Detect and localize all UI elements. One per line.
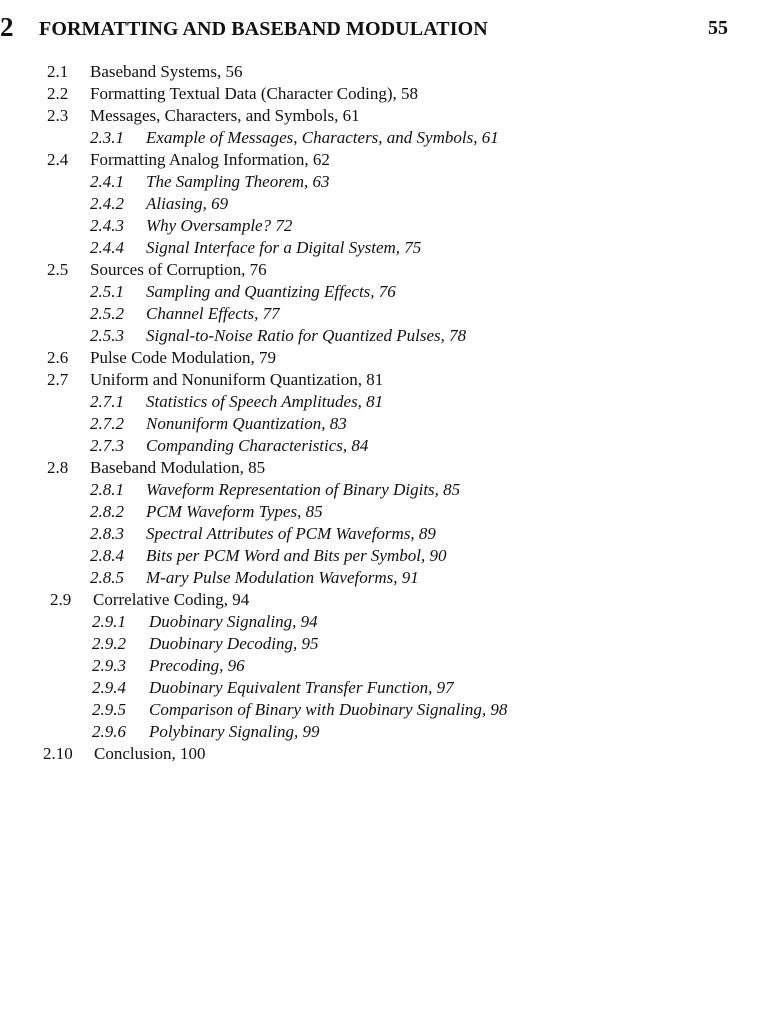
- entry-number: 2.3.1: [90, 128, 124, 147]
- entry-title: Formatting Textual Data (Character Coding), 58: [90, 84, 419, 103]
- toc-subsection-entry: [0, 699, 768, 721]
- entry-title: Spectral Attributes of PCM Waveforms, 89: [146, 524, 436, 543]
- toc-section-entry: [0, 743, 768, 765]
- toc-subsection-entry: [0, 655, 768, 677]
- entry-number: 2.9.2: [92, 634, 126, 653]
- entry-title: Signal-to-Noise Ratio for Quantized Pulses, 78: [146, 326, 467, 345]
- entry-number: 2.8.3: [90, 524, 124, 543]
- chapter-page-number: 55: [708, 17, 728, 39]
- entry-title: Waveform Representation of Binary Digits, 85: [146, 480, 461, 499]
- toc-subsection-entry: [0, 435, 768, 457]
- entry-number: 2.6: [47, 348, 69, 367]
- entry-title: Messages, Characters, and Symbols, 61: [90, 106, 360, 125]
- toc-subsection-entry: [0, 479, 768, 501]
- toc-subsection-entry: [0, 523, 768, 545]
- entry-title: Signal Interface for a Digital System, 75: [146, 238, 422, 257]
- entry-title: Sources of Corruption, 76: [90, 260, 267, 279]
- toc-subsection-entry: [0, 611, 768, 633]
- entry-number: 2.9.1: [92, 612, 126, 631]
- entry-number: 2.5.2: [90, 304, 124, 323]
- toc-section-entry: [0, 589, 768, 611]
- toc-section-entry: [0, 61, 768, 83]
- entry-title: Correlative Coding, 94: [93, 590, 250, 609]
- entry-number: 2.4.2: [90, 194, 124, 213]
- entry-title: Aliasing, 69: [146, 194, 229, 213]
- entry-number: 2.9.6: [92, 722, 126, 741]
- toc-subsection-entry: [0, 281, 768, 303]
- entry-title: Duobinary Equivalent Transfer Function, 97: [149, 678, 454, 697]
- entry-title: Example of Messages, Characters, and Symbols, 61: [146, 128, 499, 147]
- entry-title: Why Oversample? 72: [146, 216, 293, 235]
- entry-number: 2.5.3: [90, 326, 124, 345]
- toc-subsection-entry: [0, 215, 768, 237]
- entry-number: 2.4: [47, 150, 69, 169]
- entry-number: 2.1: [47, 62, 69, 81]
- entry-title: Sampling and Quantizing Effects, 76: [146, 282, 396, 301]
- toc-section-entry: [0, 149, 768, 171]
- entry-number: 2.5: [47, 260, 69, 279]
- entry-number: 2.8.4: [90, 546, 124, 565]
- table-of-contents: [0, 61, 768, 765]
- entry-title: Formatting Analog Information, 62: [90, 150, 330, 169]
- toc-subsection-entry: [0, 303, 768, 325]
- toc-section-entry: [0, 457, 768, 479]
- toc-subsection-entry: [0, 567, 768, 589]
- entry-number: 2.8.5: [90, 568, 124, 587]
- entry-title: Baseband Modulation, 85: [90, 458, 266, 477]
- entry-number: 2.7: [47, 370, 69, 389]
- toc-section-entry: [0, 347, 768, 369]
- entry-title: Conclusion, 100: [94, 744, 206, 763]
- entry-title: Polybinary Signaling, 99: [149, 722, 320, 741]
- entry-number: 2.8.1: [90, 480, 124, 499]
- entry-number: 2.9.5: [92, 700, 126, 719]
- entry-title: M-ary Pulse Modulation Waveforms, 91: [146, 568, 419, 587]
- entry-title: Companding Characteristics, 84: [146, 436, 369, 455]
- entry-title: Duobinary Decoding, 95: [149, 634, 319, 653]
- entry-number: 2.3: [47, 106, 69, 125]
- entry-number: 2.2: [47, 84, 69, 103]
- entry-number: 2.10: [43, 744, 73, 763]
- toc-subsection-entry: [0, 127, 768, 149]
- chapter-title: FORMATTING AND BASEBAND MODULATION: [39, 18, 488, 40]
- entry-title: PCM Waveform Types, 85: [146, 502, 323, 521]
- entry-title: Bits per PCM Word and Bits per Symbol, 90: [146, 546, 447, 565]
- entry-number: 2.7.2: [90, 414, 124, 433]
- entry-number: 2.8.2: [90, 502, 124, 521]
- entry-title: Precoding, 96: [149, 656, 245, 675]
- entry-number: 2.9.4: [92, 678, 126, 697]
- toc-subsection-entry: [0, 171, 768, 193]
- entry-number: 2.9.3: [92, 656, 126, 675]
- toc-subsection-entry: [0, 391, 768, 413]
- entry-number: 2.4.1: [90, 172, 124, 191]
- entry-number: 2.7.3: [90, 436, 124, 455]
- toc-subsection-entry: [0, 721, 768, 743]
- entry-title: Statistics of Speech Amplitudes, 81: [146, 392, 384, 411]
- entry-title: Nonuniform Quantization, 83: [146, 414, 347, 433]
- toc-subsection-entry: [0, 237, 768, 259]
- toc-subsection-entry: [0, 633, 768, 655]
- chapter-number: 2: [0, 12, 14, 42]
- entry-number: 2.4.3: [90, 216, 124, 235]
- toc-subsection-entry: [0, 501, 768, 523]
- toc-section-entry: [0, 369, 768, 391]
- entry-title: Baseband Systems, 56: [90, 62, 243, 81]
- entry-title: Duobinary Signaling, 94: [149, 612, 318, 631]
- entry-number: 2.5.1: [90, 282, 124, 301]
- entry-title: Uniform and Nonuniform Quantization, 81: [90, 370, 384, 389]
- toc-section-entry: [0, 83, 768, 105]
- entry-number: 2.8: [47, 458, 69, 477]
- toc-subsection-entry: [0, 413, 768, 435]
- entry-number: 2.7.1: [90, 392, 124, 411]
- toc-section-entry: [0, 259, 768, 281]
- entry-title: Channel Effects, 77: [146, 304, 280, 323]
- entry-number: 2.4.4: [90, 238, 124, 257]
- entry-number: 2.9: [50, 590, 72, 609]
- toc-subsection-entry: [0, 193, 768, 215]
- entry-title: Pulse Code Modulation, 79: [90, 348, 277, 367]
- toc-subsection-entry: [0, 545, 768, 567]
- toc-subsection-entry: [0, 677, 768, 699]
- toc-section-entry: [0, 105, 768, 127]
- toc-subsection-entry: [0, 325, 768, 347]
- entry-title: Comparison of Binary with Duobinary Signaling, 98: [149, 700, 508, 719]
- entry-title: The Sampling Theorem, 63: [146, 172, 330, 191]
